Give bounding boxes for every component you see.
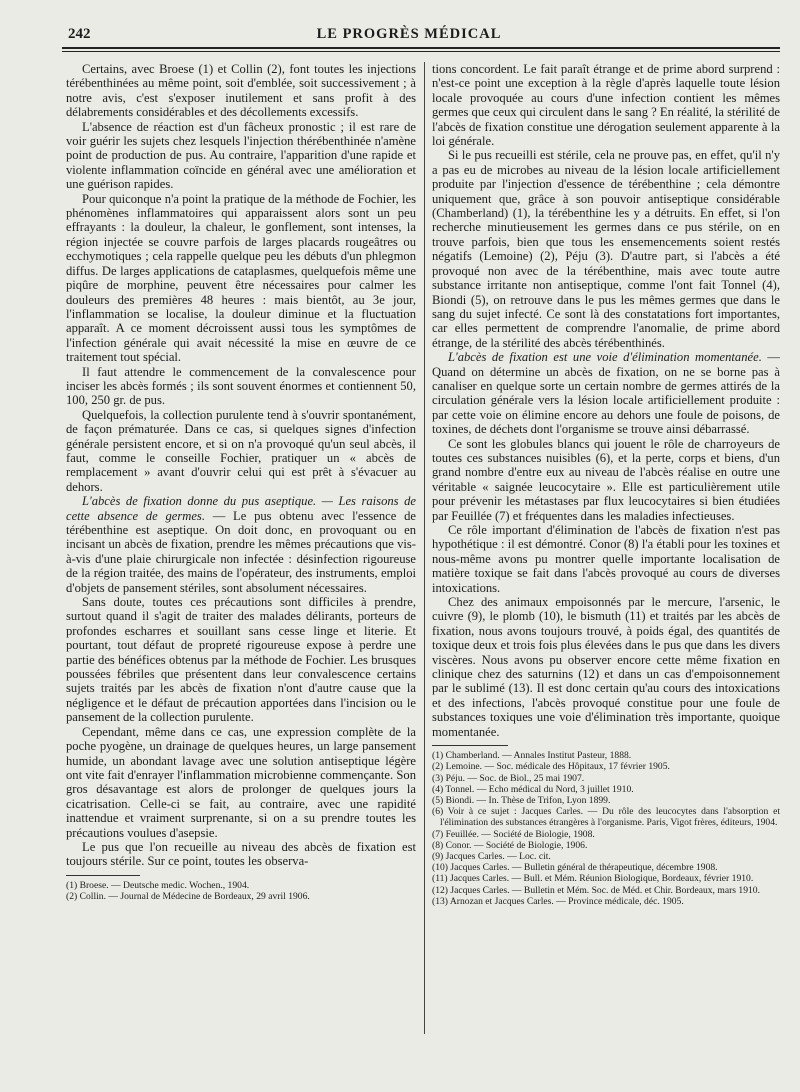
paragraph: tions concordent. Le fait paraît étrange et de prime abord surprend : n'est-ce point une exception à la règle d'après laquelle toute lésion locale provoquée au cours d'une infection contient les mêmes germes que ceux qui circulent dans le sang ? En réalité, la stérilité de l'abcès de fixation constitue une dérogation seulement apparente à la loi générale. (432, 62, 780, 149)
footnotes-left (66, 880, 416, 902)
footnote: (10) Jacques Carles. — Bulletin général de thérapeutique, décembre 1908. (432, 862, 718, 874)
footnote: (11) Jacques Carles. — Bull. et Mém. Réunion Biologique, Bordeaux, février 1910. (432, 873, 754, 885)
footnote: (12) Jacques Carles. — Bulletin et Mém. Soc. de Méd. et Chir. Bordeaux, mars 1910. (432, 884, 760, 896)
header-rule (62, 47, 780, 49)
footnote: (6) Voir à ce sujet : Jacques Carles. — Du rôle des leucocytes dans l'absorption et l'élimination des substances étrangères à l'organisme. Paris, Vigot frères, éditeurs, 1904. (432, 806, 780, 829)
footnote: (9) Jacques Carles. — Loc. cit. (432, 850, 551, 862)
footnote: (7) Feuillée. — Société de Biologie, 1908. (432, 828, 595, 840)
footnote: (8) Conor. — Société de Biologie, 1906. (432, 839, 588, 851)
paragraph: Ce rôle important d'élimination de l'abcès de fixation n'est pas hypothétique : il est démontré. Conor (8) l'a établi pour les toxines et nous-même avons pu montrer quelle importante localisation de matière toxique se fait dans l'abcès provoqué au cours de diverses intoxications. (432, 523, 780, 595)
section-heading: L'abcès de fixation donne du pus aseptique. — Les raisons de cette absence de germes. (66, 494, 416, 523)
journal-title: LE PROGRÈS MÉDICAL (316, 26, 502, 42)
header-rule-thin (62, 51, 780, 52)
section-heading: L'abcès de fixation est une voie d'élimination momentanée. (448, 350, 762, 365)
footnote: (1) Chamberland. — Annales Institut Pasteur, 1888. (432, 750, 632, 762)
footnote: (2) Lemoine. — Soc. médicale des Hôpitaux, 17 février 1905. (432, 761, 670, 773)
section-paragraph (432, 350, 780, 436)
footnote: (3) Péju. — Soc. de Biol., 25 mai 1907. (432, 772, 585, 784)
paragraph: Quelquefois, la collection purulente tend à s'ouvrir spontanément, de façon prématurée. Dans ce cas, si quelques signes d'infection générale persistent encore, et si on n'a provoqué qu'un seul abcès, il faut, comme le conseille Fochier, pratiquer un « abcès de remplacement » avant d'ouvrir celui qui est prêt à s'évacuer au dehors. (66, 407, 416, 494)
paragraph: Cependant, même dans ce cas, une expression complète de la poche pyogène, un drainage de quelques heures, un large pansement humide, un abondant lavage avec une solution antiseptique légère ont vite fait d'enrayer l'inflammation microbienne commençante. Son gros désavantage est alors de prolonger de quelques jours la cicatrisation. Celle-ci se fait, au contraire, avec une rapidité inattendue et vraiment surprenante, si on a su prendre toutes les précautions voulues d'asepsie. (66, 724, 416, 840)
page-header (62, 26, 756, 46)
footnote: (13) Arnozan et Jacques Carles. — Province médicale, déc. 1905. (432, 895, 684, 907)
section-text: — Quand on détermine un abcès de fixation, on ne se borne pas à canaliser en quelque sorte un certain nombre de germes attirés de la circulation générale vers la lésion locale artificiellement produite : par cette voie on élimine encore au dehors une foule de poisons, de toxines, de déchets dont l'organisme se trouve ainsi débarrassé. (432, 350, 780, 437)
paragraph: Sans doute, toutes ces précautions sont difficiles à prendre, surtout quand il s'agit de traiter des malades délirants, porteurs de profondes escharres et souillant sans cesse linge et literie. Et pourtant, tout défaut de propreté rigoureuse expose à perdre une partie des bénéfices obtenus par la méthode de Fochier. Les brusques poussées fébriles que présentent dans leur convalescence certains sujets traités par les abcès de fixation n'ont d'autre cause que la négligence et le défaut de précaution apportées dans l'incision ou le pansement de la collection purulente. (66, 595, 416, 725)
paragraph: Le pus que l'on recueille au niveau des abcès de fixation est toujours stérile. Sur ce point, toutes les observa- (66, 839, 416, 869)
paragraph: Certains, avec Broese (1) et Collin (2), font toutes les injections térébenthinées au même point, soit d'emblée, soit successivement ; à notre avis, c'est s'exposer inutilement et sans profit à des délabrements considérables et des décollements excessifs. (66, 62, 416, 120)
footnotes-right (432, 750, 780, 907)
footnote-rule (432, 745, 508, 746)
footnote: (2) Collin. — Journal de Médecine de Bordeaux, 29 avril 1906. (66, 890, 310, 902)
left-column (66, 62, 416, 902)
paragraph: Chez des animaux empoisonnés par le mercure, l'arsenic, le cuivre (9), le plomb (10), le bismuth (11) et traités par les abcès de fixation, nous avons toujours trouvé, à poids égal, des quantités de toxique deux et trois fois plus élevées dans le pus que dans les divers viscères. Nous avons pu observer encore cette même fixation en clinique chez des saturnins (12) et dans un cas d'empoisonnement par le sublimé (13). Il est donc certain qu'au cours des intoxications et des infections, l'abcès provoqué constitue pour une foule de substances toxiques une voie d'élimination très importante, quoique momentanée. (432, 595, 780, 739)
section-text: — Le pus obtenu avec l'essence de térébenthine est aseptique. On doit donc, en provoquant ou en incisant un abcès de fixation, prendre les mêmes précautions que vis-à-vis d'une plaie chirurgicale non infectée : désinfection rigoureuse de la région traitée, des mains de l'opérateur, des instruments, emploi d'objets de pansement stériles, sont absolument nécessaires. (66, 508, 416, 595)
page-number: 242 (68, 26, 91, 42)
right-column (432, 62, 780, 907)
footnote-rule (66, 875, 140, 876)
paragraph: Il faut attendre le commencement de la convalescence pour inciser les abcès formés ; ils sont souvent énormes et contiennent 50, 100, 250 gr. de pus. (66, 364, 416, 408)
footnote: (4) Tonnel. — Echo médical du Nord, 3 juillet 1910. (432, 783, 634, 795)
section-paragraph (66, 494, 416, 595)
footnote: (1) Broese. — Deutsche medic. Wochen., 1904. (66, 879, 250, 891)
column-divider (424, 62, 425, 1034)
paragraph: Si le pus recueilli est stérile, cela ne prouve pas, en effet, qu'il n'y a pas eu de microbes au niveau de la lésion locale artificiellement produite par l'injection d'essence de térébenthine ; cela démontre uniquement que, grâce à son pouvoir antiseptique considérable (Chamberland) (1), la térébenthine les y a détruits. En effet, si l'on recherche minutieusement les germes dans ce pus stérile, on en trouve parfois, bien que tous les ensemencements soient restés négatifs (Lemoine) (2), Péju (3). D'autre part, si l'abcès a été provoqué non avec de la térébenthine, mais avec toute autre substance irritante non antiseptique, comme l'ont fait Tonnel (4), Biondi (5), on retrouve dans le pus les mêmes germes que dans le sang du sujet infecté. Ce sont là des constatations fort importantes, car elles permettent de comprendre l'anomalie, de prime abord étrange, de la stérilité des abcès térébenthinés. (432, 148, 780, 350)
paragraph: Ce sont les globules blancs qui jouent le rôle de charroyeurs de toutes ces substances nuisibles (6), et la perte, corps et biens, d'un grand nombre d'entre eux au niveau de l'abcès réalise en outre une véritable « saignée leucocytaire ». Elle est particulièrement utile pour prévenir les métastases par flux leucocytaires si bien étudiées par Feuillée (7) et fréquentes dans les maladies infectieuses. (432, 436, 780, 523)
paragraph: L'absence de réaction est d'un fâcheux pronostic ; il est rare de voir guérir les sujets chez lesquels l'injection thérébenthinée n'amène point de production de pus. Au contraire, l'apparition d'une rapide et violente inflammation coïncide en général avec une amélioration et une guérison rapides. (66, 119, 416, 192)
footnote: (5) Biondi. — In. Thèse de Trifon, Lyon 1899. (432, 794, 611, 806)
paragraph: Pour quiconque n'a point la pratique de la méthode de Fochier, les phénomènes inflammatoires qui apparaissent alors sont un peu effrayants : la douleur, la chaleur, le gonflement, sont intenses, la région injectée se couvre parfois de larges placards rougeâtres ou ecchymotiques ; cela rappelle quelque peu les débuts d'un phlegmon diffus. De larges applications de cataplasmes, quelquefois même une piqûre de morphine, peuvent être nécessaires pour calmer les douleurs des premières 48 heures : mais bientôt, au 3e jour, l'inflammation se localise, la douleur diminue et la fluctuation apparaît. A ce moment décroissent aussi tous les symptômes de l'infection générale qui avait nécessité la mise en œuvre de ce traitement tout spécial. (66, 191, 416, 365)
